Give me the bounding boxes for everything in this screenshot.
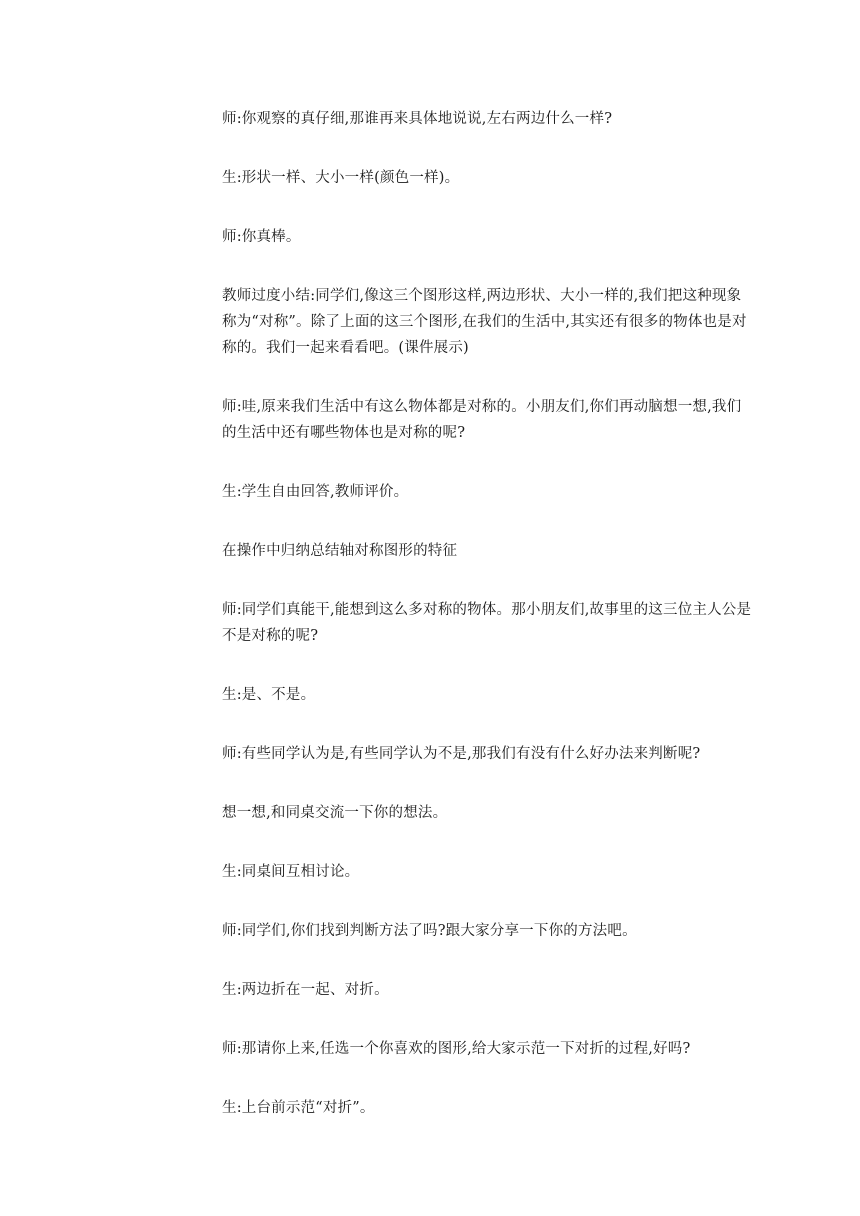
paragraph: 生:形状一样、大小一样(颜色一样)。 (222, 170, 460, 186)
paragraph: 生:两边折在一起、对折。 (222, 982, 389, 998)
section-heading: 在操作中归纳总结轴对称图形的特征 (222, 543, 458, 559)
paragraph: 教师过度小结:同学们,像这三个图形这样,两边形状、大小一样的,我们把这种现象称为“对称”。除了上面的这三个图形,在我们的生活中,其实还有很多的物体也是对称的。我们一起来看看吧。(课件展示) (222, 288, 747, 356)
paragraph: 生:是、不是。 (222, 687, 316, 703)
paragraph: 师:同学们真能干,能想到这么多对称的物体。那小朋友们,故事里的这三位主人公是不是对称的呢? (222, 602, 752, 644)
paragraph: 师:你观察的真仔细,那谁再来具体地说说,左右两边什么一样? (222, 111, 613, 127)
document-body (222, 106, 752, 1154)
paragraph: 生:同桌间互相讨论。 (222, 864, 360, 880)
paragraph: 生:上台前示范“对折”。 (222, 1100, 375, 1116)
paragraph: 师:哇,原来我们生活中有这么物体都是对称的。小朋友们,你们再动脑想一想,我们的生活中还有哪些物体也是对称的呢? (222, 399, 742, 441)
paragraph: 师:同学们,你们找到判断方法了吗?跟大家分享一下你的方法吧。 (222, 923, 637, 939)
paragraph: 师:你真棒。 (222, 229, 301, 245)
paragraph: 师:那请你上来,任选一个你喜欢的图形,给大家示范一下对折的过程,好吗? (222, 1041, 691, 1057)
paragraph: 想一想,和同桌交流一下你的想法。 (222, 805, 448, 821)
paragraph: 师:有些同学认为是,有些同学认为不是,那我们有没有什么好办法来判断呢? (222, 746, 701, 762)
paragraph: 生:学生自由回答,教师评价。 (222, 484, 409, 500)
